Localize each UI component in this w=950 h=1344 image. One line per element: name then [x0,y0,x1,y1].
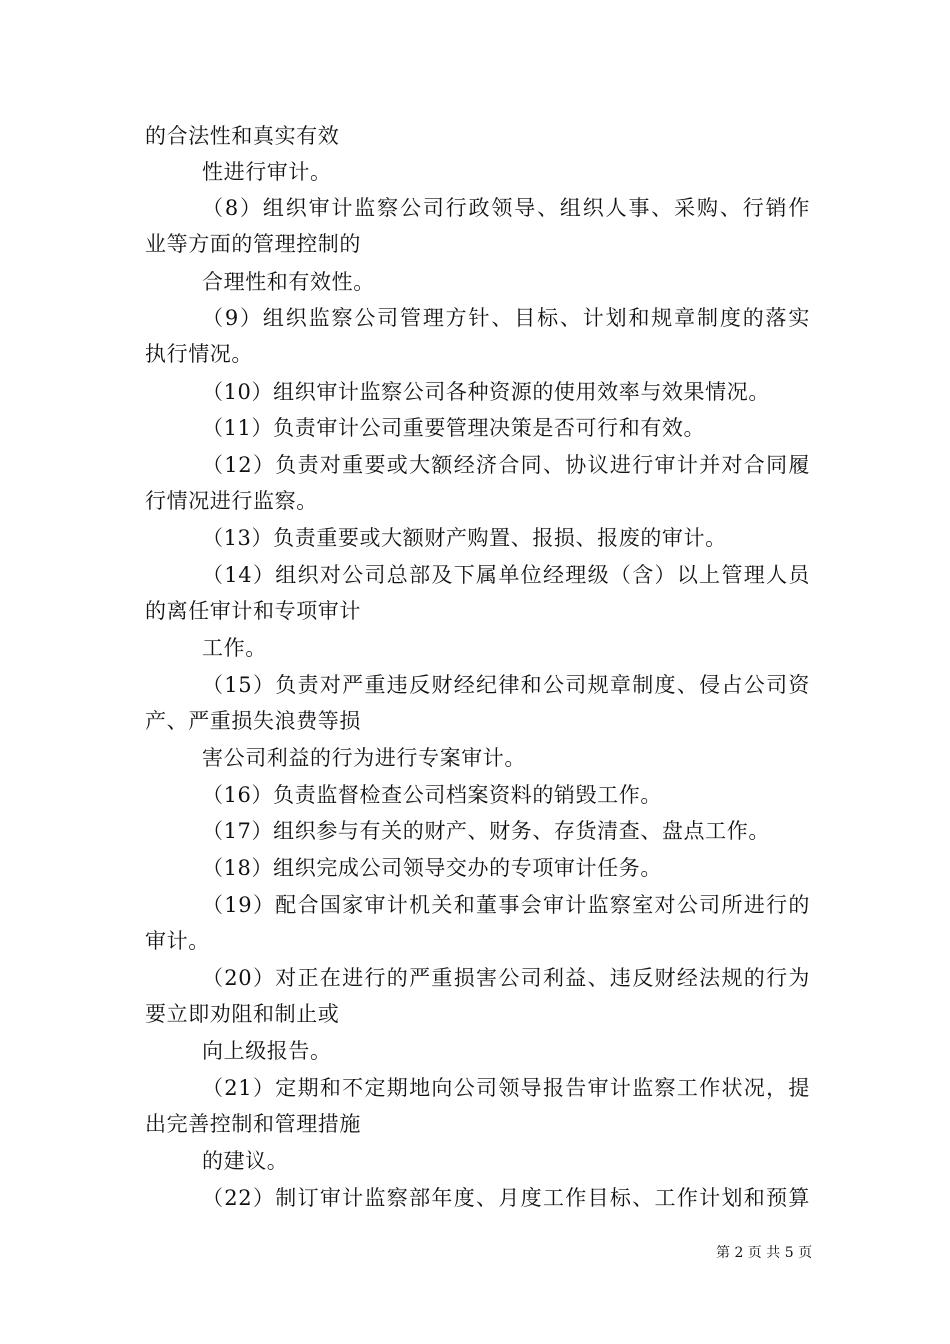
text-line: 审计。 [145,929,210,953]
list-item-22: （22）制订审计监察部年度、月度工作目标、工作计划和预算 [202,1186,810,1210]
list-item-13: （13）负责重要或大额财产购置、报损、报废的审计。 [202,526,727,550]
list-item-17: （17）组织参与有关的财产、财务、存货清查、盘点工作。 [202,819,770,843]
text-line: 行情况进行监察。 [145,489,318,513]
text-line: 性进行审计。 [202,160,332,184]
list-item-11: （11）负责审计公司重要管理决策是否可行和有效。 [202,416,706,440]
list-item-10: （10）组织审计监察公司各种资源的使用效率与效果情况。 [202,380,770,404]
list-item-18: （18）组织完成公司领导交办的专项审计任务。 [202,856,662,880]
list-item-9: （9）组织监察公司管理方针、目标、计划和规章制度的落实 [202,306,810,330]
text-line: 业等方面的管理控制的 [145,232,361,256]
text-line: 向上级报告。 [202,1039,332,1063]
text-line: 执行情况。 [145,342,253,366]
list-item-21: （21）定期和不定期地向公司领导报告审计监察工作状况，提 [202,1076,810,1100]
list-item-16: （16）负责监督检查公司档案资料的销毁工作。 [202,783,662,807]
page-number-footer: 第 2 页 共 5 页 [716,1245,813,1261]
text-line: 的离任审计和专项审计 [145,599,361,623]
list-item-14: （14）组织对公司总部及下属单位经理级（含）以上管理人员 [202,563,810,587]
text-line: 出完善控制和管理措施 [145,1112,361,1136]
text-line: 要立即劝阻和制止或 [145,1002,340,1026]
list-item-20: （20）对正在进行的严重损害公司利益、违反财经法规的行为 [202,966,810,990]
text-line: 合理性和有效性。 [202,270,375,294]
list-item-8: （8）组织审计监察公司行政领导、组织人事、采购、行销作 [202,196,810,220]
text-line: 工作。 [202,636,267,660]
text-line: 的建议。 [202,1149,289,1173]
text-line: 产、严重损失浪费等损 [145,709,361,733]
text-line: 害公司利益的行为进行专案审计。 [202,746,526,770]
list-item-12: （12）负责对重要或大额经济合同、协议进行审计并对合同履 [202,453,810,477]
list-item-15: （15）负责对严重违反财经纪律和公司规章制度、侵占公司资 [202,673,810,697]
text-line: 的合法性和真实有效 [145,124,340,148]
list-item-19: （19）配合国家审计机关和董事会审计监察室对公司所进行的 [202,893,810,917]
